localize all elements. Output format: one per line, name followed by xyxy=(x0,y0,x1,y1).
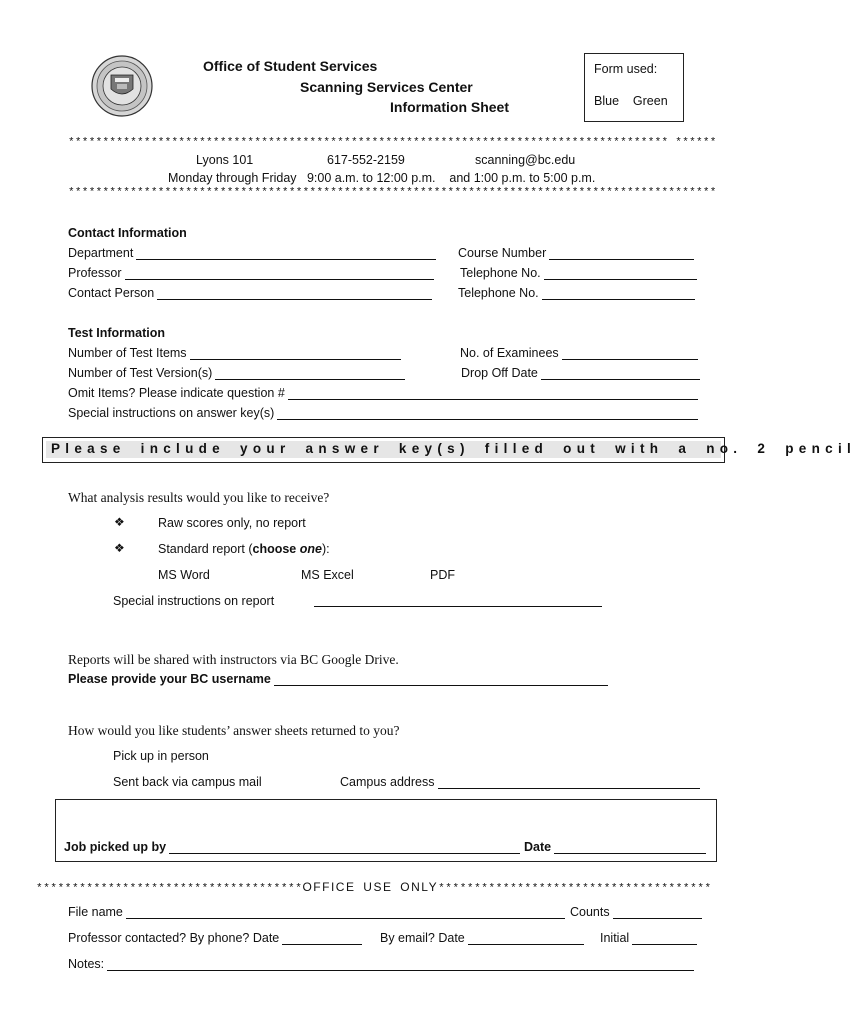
drop-off-date-field[interactable] xyxy=(461,366,700,380)
contact-info-heading: Contact Information xyxy=(68,226,187,240)
professor-field[interactable] xyxy=(68,266,434,280)
pickup-date-label: Date xyxy=(524,840,552,854)
department-field[interactable] xyxy=(68,246,436,260)
answer-key-notice xyxy=(42,437,856,463)
telephone-2-label: Telephone No. xyxy=(458,286,539,300)
bc-username-label: Please provide your BC username xyxy=(68,672,271,686)
num-test-items-label: Number of Test Items xyxy=(68,346,187,360)
title-line-1: Office of Student Services xyxy=(203,58,378,74)
omit-items-label: Omit Items? Please indicate question # xyxy=(68,386,285,400)
professor-line[interactable] xyxy=(125,267,435,280)
bc-username-line[interactable] xyxy=(274,673,608,686)
professor-label: Professor xyxy=(68,266,122,280)
special-instructions-report-line[interactable] xyxy=(314,594,602,607)
return-question: How would you like students’ answer sheets returned to you? xyxy=(68,723,400,738)
course-number-field[interactable] xyxy=(458,246,694,260)
counts-label: Counts xyxy=(570,905,610,919)
job-pickup-box xyxy=(55,799,717,862)
separator-top: *************************************************************************************** ****** xyxy=(68,137,717,149)
by-email-field[interactable] xyxy=(380,931,584,945)
bc-username-field[interactable] xyxy=(68,672,608,686)
num-examinees-field[interactable] xyxy=(460,346,698,360)
picked-up-by-field[interactable] xyxy=(64,840,520,854)
department-line[interactable] xyxy=(136,247,436,260)
professor-contacted-field[interactable] xyxy=(68,931,362,945)
telephone-1-label: Telephone No. xyxy=(460,266,541,280)
file-name-field[interactable] xyxy=(68,905,565,919)
counts-field[interactable] xyxy=(570,905,702,919)
contact-person-field[interactable] xyxy=(68,286,432,300)
email-date-line[interactable] xyxy=(468,932,584,945)
office-use-banner xyxy=(36,880,712,895)
pickup-date-field[interactable] xyxy=(524,840,706,854)
bc-seal-logo xyxy=(91,55,153,117)
course-number-line[interactable] xyxy=(549,247,694,260)
hours: Monday through Friday 9:00 a.m. to 12:00 p.m. and 1:00 p.m. to 5:00 p.m. xyxy=(168,171,596,185)
title-line-3: Information Sheet xyxy=(390,99,510,115)
drop-off-date-label: Drop Off Date xyxy=(461,366,538,380)
special-instructions-report-label: Special instructions on report xyxy=(113,594,275,608)
pickup-date-line[interactable] xyxy=(554,841,706,854)
location: Lyons 101 xyxy=(196,153,254,167)
form-used-options[interactable]: Blue Green xyxy=(594,94,668,108)
campus-address-line[interactable] xyxy=(438,776,701,789)
office-use-stars-left: ************************************* xyxy=(36,883,303,895)
department-label: Department xyxy=(68,246,134,260)
standard-report-suffix: ): xyxy=(321,542,330,556)
campus-address-field[interactable] xyxy=(340,775,700,789)
analysis-question: What analysis results would you like to receive? xyxy=(68,490,330,505)
omit-items-field[interactable] xyxy=(68,386,698,400)
special-instructions-key-line[interactable] xyxy=(277,407,698,420)
num-test-items-field[interactable] xyxy=(68,346,401,360)
telephone-1-field[interactable] xyxy=(460,266,697,280)
option-raw-scores[interactable]: Raw scores only, no report xyxy=(158,516,306,530)
form-used-box xyxy=(584,53,684,122)
form-used-label: Form used: xyxy=(594,62,658,76)
telephone-2-field[interactable] xyxy=(458,286,695,300)
format-pdf[interactable]: PDF xyxy=(430,568,455,582)
by-email-label: By email? Date xyxy=(380,931,465,945)
num-examinees-line[interactable] xyxy=(562,347,698,360)
notes-label: Notes: xyxy=(68,957,105,971)
picked-up-by-label: Job picked up by xyxy=(64,840,167,854)
telephone-1-line[interactable] xyxy=(544,267,697,280)
special-instructions-key-field[interactable] xyxy=(68,406,698,420)
answer-key-notice-text: Please include your answer key(s) filled out with a no. 2 pencil xyxy=(51,441,856,456)
drop-off-date-line[interactable] xyxy=(541,367,700,380)
num-examinees-label: No. of Examinees xyxy=(460,346,559,360)
notes-line[interactable] xyxy=(107,958,694,971)
contact-person-line[interactable] xyxy=(157,287,432,300)
email: scanning@bc.edu xyxy=(475,153,576,167)
professor-contacted-label: Professor contacted? By phone? Date xyxy=(68,931,280,945)
file-name-line[interactable] xyxy=(126,906,565,919)
standard-report-one: one xyxy=(299,542,322,556)
special-instructions-key-label: Special instructions on answer key(s) xyxy=(68,406,275,420)
phone: 617-552-2159 xyxy=(327,153,405,167)
num-test-items-line[interactable] xyxy=(190,347,401,360)
picked-up-by-line[interactable] xyxy=(169,841,520,854)
office-use-text: OFFICE USE ONLY xyxy=(302,880,439,894)
format-ms-excel[interactable]: MS Excel xyxy=(301,568,354,582)
file-name-label: File name xyxy=(68,905,123,919)
initial-line[interactable] xyxy=(632,932,697,945)
option-standard-report[interactable] xyxy=(158,542,330,556)
option-campus-mail[interactable]: Sent back via campus mail xyxy=(113,775,262,789)
phone-date-line[interactable] xyxy=(282,932,362,945)
omit-items-line[interactable] xyxy=(288,387,698,400)
telephone-2-line[interactable] xyxy=(542,287,695,300)
title-line-2: Scanning Services Center xyxy=(300,79,473,95)
diamond-bullet-icon: ❖ xyxy=(114,515,125,529)
test-info-heading: Test Information xyxy=(68,326,165,340)
initial-field[interactable] xyxy=(600,931,697,945)
diamond-bullet-icon: ❖ xyxy=(114,541,125,555)
num-test-versions-field[interactable] xyxy=(68,366,405,380)
campus-address-label: Campus address xyxy=(340,775,435,789)
separator-bottom: ********************************************************************************************** xyxy=(68,187,717,199)
initial-label: Initial xyxy=(600,931,630,945)
format-ms-word[interactable]: MS Word xyxy=(158,568,210,582)
standard-report-prefix: Standard report ( xyxy=(158,542,253,556)
num-test-versions-line[interactable] xyxy=(215,367,405,380)
num-test-versions-label: Number of Test Version(s) xyxy=(68,366,213,380)
reports-shared-text: Reports will be shared with instructors via BC Google Drive. xyxy=(68,652,399,667)
counts-line[interactable] xyxy=(613,906,702,919)
option-pick-up[interactable]: Pick up in person xyxy=(113,749,209,763)
standard-report-choose: choose xyxy=(252,542,300,556)
office-use-stars-right: ************************************** xyxy=(438,883,712,895)
contact-person-label: Contact Person xyxy=(68,286,155,300)
course-number-label: Course Number xyxy=(458,246,547,260)
notes-field[interactable] xyxy=(68,957,694,971)
